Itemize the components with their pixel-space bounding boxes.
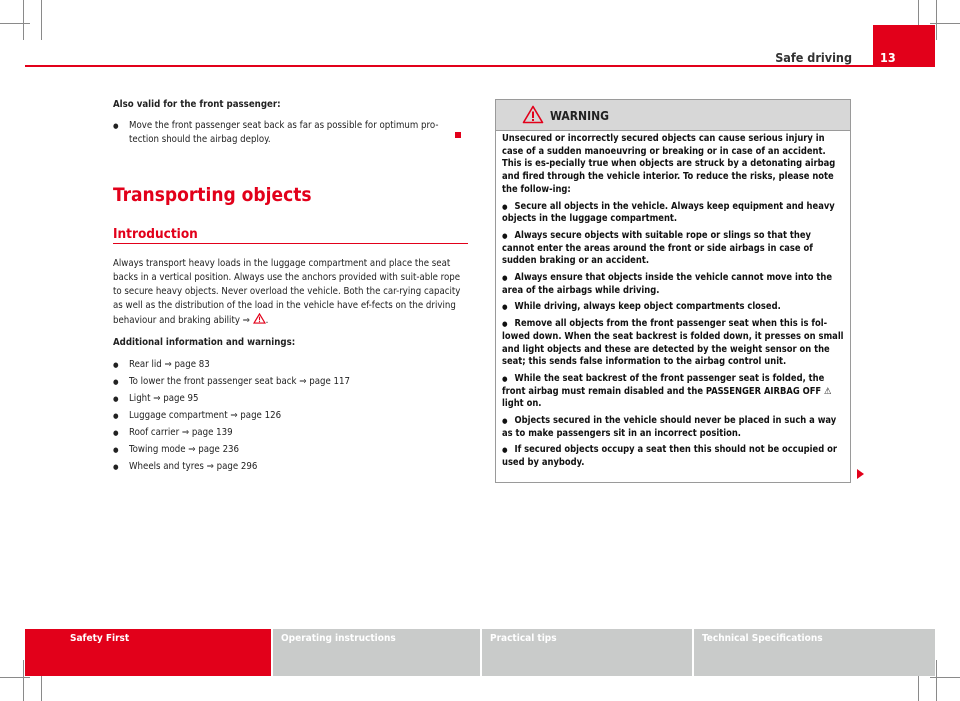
subtitle-rule bbox=[113, 243, 468, 244]
crop-mark bbox=[930, 677, 960, 678]
warning-body bbox=[496, 131, 850, 470]
continued-arrow-icon bbox=[857, 469, 864, 479]
warning-bullet: ● If secured objects occupy a seat then this should not be occupied or used by anybody. bbox=[502, 444, 837, 469]
tab-technical-specifications[interactable]: Technical Specifications bbox=[694, 629, 935, 676]
section-subtitle: Introduction bbox=[113, 226, 198, 242]
passenger-note-heading: Also valid for the front passenger: bbox=[113, 99, 281, 110]
warning-bullet: ● Secure all objects in the vehicle. Always keep equipment and heavy objects in the luggage compartment. bbox=[502, 200, 835, 225]
intro-paragraph: Always transport heavy loads in the luggage compartment and place the seat backs in a vertical position. Always use the anchors provided with suit-able rope to secure heavy objects. Never overload the vehicle. Both the car-rying capacity as well as the distribution of the load in the vehicle have ef-fects on the driving behaviour and braking ability ⇒ . bbox=[113, 258, 461, 326]
warning-intro: Unsecured or incorrectly secured objects can cause serious injury in case of a sudden manoeuvring or breaking or in case of an accident. This is es-pecially true when objects are struck by a detonating airbag and fired through the vehicle interior. To reduce the risks, please note the follow-ing: bbox=[502, 133, 836, 195]
crop-mark bbox=[41, 0, 42, 40]
crop-mark bbox=[0, 23, 30, 24]
warning-box bbox=[495, 99, 851, 483]
list-item[interactable]: ● Luggage compartment ⇒ page 126 bbox=[113, 409, 468, 423]
section-title: Safe driving bbox=[775, 50, 852, 65]
tab-practical-tips[interactable]: Practical tips bbox=[482, 629, 692, 676]
warning-bullet: ● Always ensure that objects inside the vehicle cannot move into the area of the airbags while driving. bbox=[502, 272, 833, 296]
warning-bullet: ● Objects secured in the vehicle should never be placed in such a way as to make passengers sit in an incorrect position. bbox=[502, 415, 837, 439]
warning-bullet: ● Always secure objects with suitable rope or slings so that they cannot enter the areas around the front or side airbags in case of sudden braking or an accident. bbox=[502, 229, 813, 267]
reference-list bbox=[113, 358, 468, 474]
tab-operating-instructions[interactable]: Operating instructions bbox=[273, 629, 480, 676]
warning-header bbox=[496, 100, 850, 131]
passenger-note-bullet: ● Move the front passenger seat back as far as possible for optimum pro-tection should the airbag deploy. bbox=[113, 119, 468, 147]
list-item[interactable]: ● Towing mode ⇒ page 236 bbox=[113, 443, 468, 457]
warning-title: WARNING bbox=[550, 109, 609, 123]
warning-bullet: ● While driving, always keep object compartments closed. bbox=[502, 301, 781, 313]
page-number: 13 bbox=[880, 50, 896, 65]
crop-mark bbox=[23, 660, 24, 701]
warning-triangle-icon[interactable] bbox=[253, 313, 266, 324]
warning-bullet: ● While the seat backrest of the front passenger seat is folded, the front airbag must remain disabled and the PASSENGER AIRBAG OFF ⚠ light on. bbox=[502, 372, 832, 410]
crop-mark bbox=[0, 677, 30, 678]
list-item[interactable]: ● To lower the front passenger seat back ⇒ page 117 bbox=[113, 375, 468, 389]
info-heading: Additional information and warnings: bbox=[113, 337, 296, 348]
warning-bullet: ● Remove all objects from the front passenger seat when this is fol-lowed down. When the seat backrest is folded down, it presses on small and light objects and these are detected by the weight sensor on the seat; this sends false information to the airbag control unit. bbox=[502, 318, 844, 368]
tab-safety-first[interactable]: Safety First bbox=[25, 629, 271, 676]
passenger-note bbox=[113, 98, 468, 154]
intro-text: Always transport heavy loads in the luggage compartment and place the seat backs in a vertical position. Always use the anchors provided with suit-able rope to secure heavy objects. Never overload the vehicle. Both the car-rying capacity as well as the distribution of the load in the vehicle have ef-fects on the driving behaviour and braking ability ⇒ bbox=[113, 258, 461, 326]
list-item[interactable]: ● Rear lid ⇒ page 83 bbox=[113, 358, 468, 372]
crop-mark bbox=[936, 660, 937, 701]
list-item[interactable]: ● Roof carrier ⇒ page 139 bbox=[113, 426, 468, 440]
header-rule bbox=[25, 65, 935, 67]
warning-triangle-icon bbox=[522, 105, 544, 124]
list-item[interactable]: ● Light ⇒ page 95 bbox=[113, 392, 468, 406]
crop-mark bbox=[930, 23, 960, 24]
introduction bbox=[113, 257, 468, 477]
crop-mark bbox=[23, 0, 24, 40]
chapter-title: Transporting objects bbox=[113, 184, 312, 206]
crop-mark bbox=[936, 0, 937, 40]
section-end-marker bbox=[455, 132, 461, 138]
list-item[interactable]: ● Wheels and tyres ⇒ page 296 bbox=[113, 460, 468, 474]
